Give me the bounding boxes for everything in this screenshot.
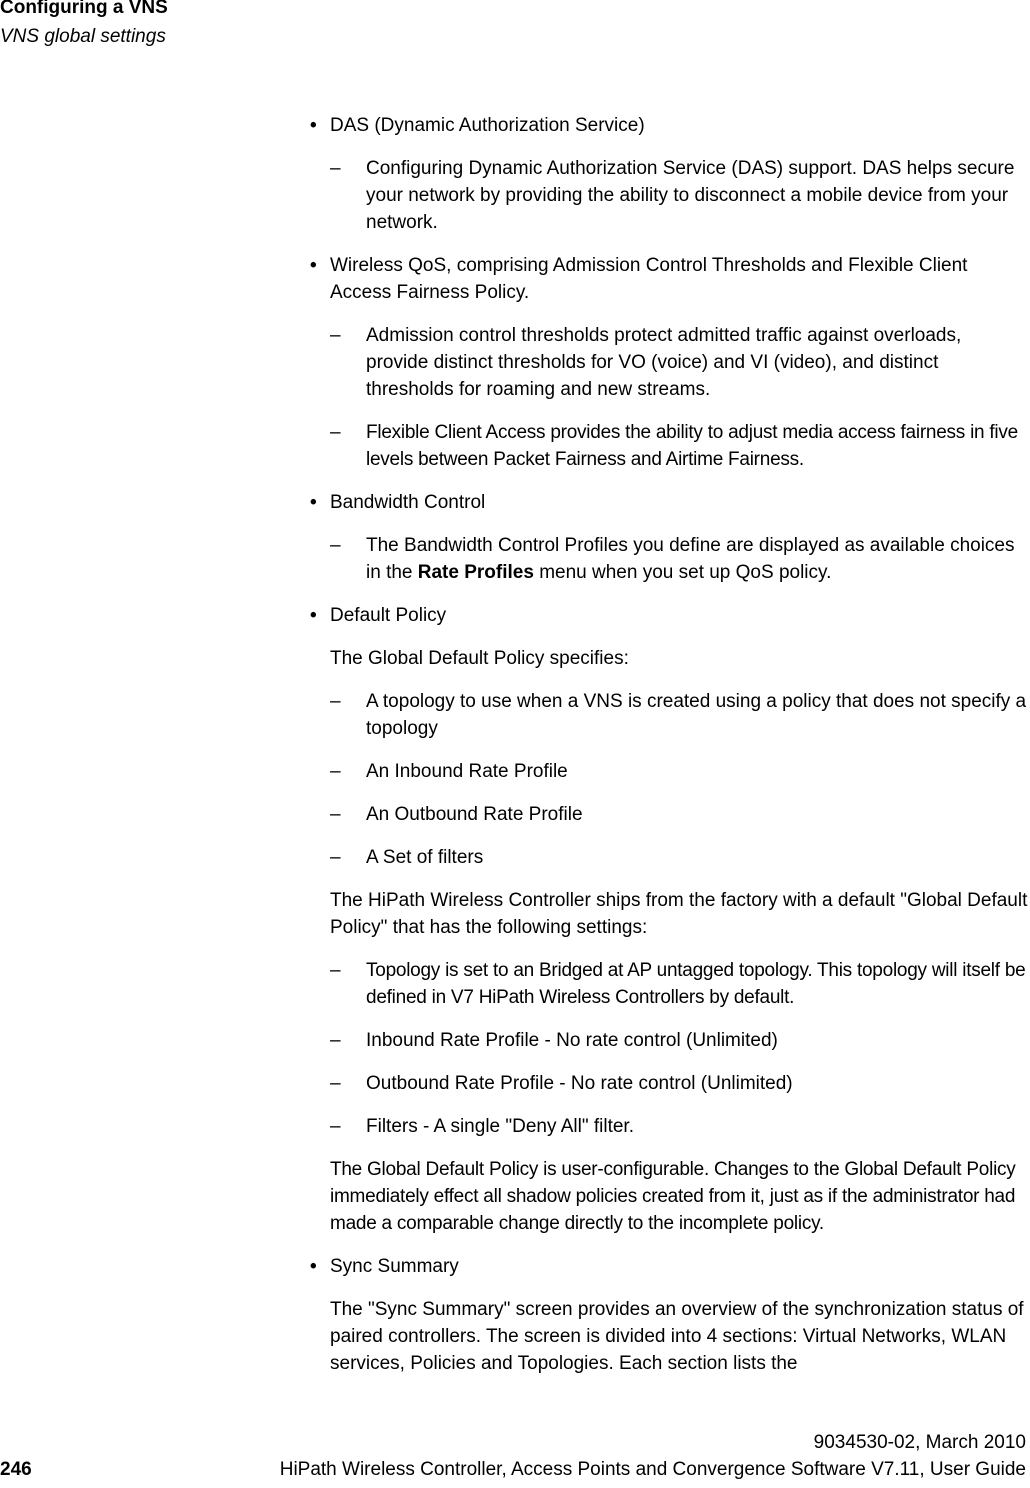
dash-text: Flexible Client Access provides the ability to adjust media access fairness in five levels between Packet Fairness and Airtime Fairness. bbox=[366, 422, 1018, 470]
dash-marker: – bbox=[330, 535, 341, 556]
dash-item bbox=[310, 532, 1028, 586]
dash-item bbox=[310, 957, 1028, 1011]
dash-marker: – bbox=[330, 1073, 341, 1094]
dash-item bbox=[310, 758, 1028, 785]
bullet-bandwidth-control bbox=[310, 489, 1028, 516]
dash-marker: – bbox=[330, 422, 341, 443]
dash-item bbox=[310, 688, 1028, 742]
dash-text: Topology is set to an Bridged at AP untagged topology. This topology will itself be defined in V7 HiPath Wireless Controllers by default. bbox=[366, 960, 1026, 1008]
dash-item bbox=[310, 1070, 1028, 1097]
dash-marker: – bbox=[330, 325, 341, 346]
dash-marker: – bbox=[330, 761, 341, 782]
bullet-sync-summary bbox=[310, 1253, 1028, 1280]
dash-text: Filters - A single "Deny All" filter. bbox=[366, 1116, 634, 1137]
dash-text: A topology to use when a VNS is created using a policy that does not specify a topology bbox=[366, 691, 1027, 739]
dash-marker: – bbox=[330, 960, 341, 981]
text-after: menu when you set up QoS policy. bbox=[533, 562, 832, 583]
dash-marker: – bbox=[330, 1030, 341, 1051]
bullet-label: Default Policy bbox=[330, 605, 447, 626]
bullet-marker: • bbox=[310, 492, 317, 513]
dash-item bbox=[310, 801, 1028, 828]
dash-text: An Outbound Rate Profile bbox=[366, 804, 583, 825]
dash-item bbox=[310, 844, 1028, 871]
bullet-label: Sync Summary bbox=[330, 1256, 459, 1277]
document-id: 9034530-02, March 2010 bbox=[813, 1432, 1026, 1453]
dash-marker: – bbox=[330, 158, 341, 179]
dash-marker: – bbox=[330, 847, 341, 868]
dash-text: A Set of filters bbox=[366, 847, 484, 868]
dash-marker: – bbox=[330, 1116, 341, 1137]
bullet-marker: • bbox=[310, 115, 317, 136]
sync-summary-description: The "Sync Summary" screen provides an overview of the synchronization status of paired controllers. The screen is divided into 4 sections: Virtual Networks, WLAN services, Policies and Topologies. Each section lists the bbox=[330, 1299, 1024, 1374]
page-body bbox=[310, 112, 1028, 1393]
bullet-label: DAS (Dynamic Authorization Service) bbox=[330, 115, 645, 136]
bullet-marker: • bbox=[310, 1256, 317, 1277]
dash-text: Admission control thresholds protect admitted traffic against overloads, provide distinct thresholds for VO (voice) and VI (video), and distinct thresholds for roaming and new streams. bbox=[366, 325, 962, 400]
dash-text: Inbound Rate Profile - No rate control (Unlimited) bbox=[366, 1030, 778, 1051]
dash-item bbox=[310, 1113, 1028, 1140]
dash-text: Configuring Dynamic Authorization Service (DAS) support. DAS helps secure your network by providing the ability to disconnect a mobile device from your network. bbox=[366, 158, 1015, 233]
text-before: The Bandwidth Control Profiles you define are displayed as available choices in the bbox=[366, 535, 1015, 583]
dash-text: An Inbound Rate Profile bbox=[366, 761, 568, 782]
guide-title: HiPath Wireless Controller, Access Points and Convergence Software V7.11, User Guide bbox=[279, 1459, 1026, 1480]
bullet-default-policy bbox=[310, 602, 1028, 629]
dash-item bbox=[310, 322, 1028, 403]
chapter-title: Configuring a VNS bbox=[0, 0, 168, 18]
dash-text bbox=[366, 535, 1015, 583]
dash-marker: – bbox=[330, 804, 341, 825]
rate-profiles-term: Rate Profiles bbox=[417, 562, 534, 583]
dash-item bbox=[310, 419, 1028, 473]
bullet-marker: • bbox=[310, 605, 317, 626]
page-number: 246 bbox=[0, 1459, 32, 1480]
default-policy-closing: The Global Default Policy is user-configurable. Changes to the Global Default Policy immediately effect all shadow policies created from it, just as if the administrator had made a comparable change directly to the incomplete policy. bbox=[330, 1159, 1016, 1234]
bullet-marker: • bbox=[310, 255, 317, 276]
bullet-label: Wireless QoS, comprising Admission Control Thresholds and Flexible Client Access Fairness Policy. bbox=[330, 255, 968, 303]
bullet-das bbox=[310, 112, 1028, 139]
bullet-wireless-qos bbox=[310, 252, 1028, 306]
bullet-label: Bandwidth Control bbox=[330, 492, 486, 513]
dash-item bbox=[310, 155, 1028, 236]
section-subtitle: VNS global settings bbox=[0, 26, 166, 47]
dash-item bbox=[310, 1027, 1028, 1054]
factory-intro: The HiPath Wireless Controller ships from the factory with a default "Global Default Policy" that has the following settings: bbox=[330, 890, 1028, 938]
dash-marker: – bbox=[330, 691, 341, 712]
dash-text: Outbound Rate Profile - No rate control (Unlimited) bbox=[366, 1073, 793, 1094]
default-policy-intro: The Global Default Policy specifies: bbox=[330, 648, 629, 669]
